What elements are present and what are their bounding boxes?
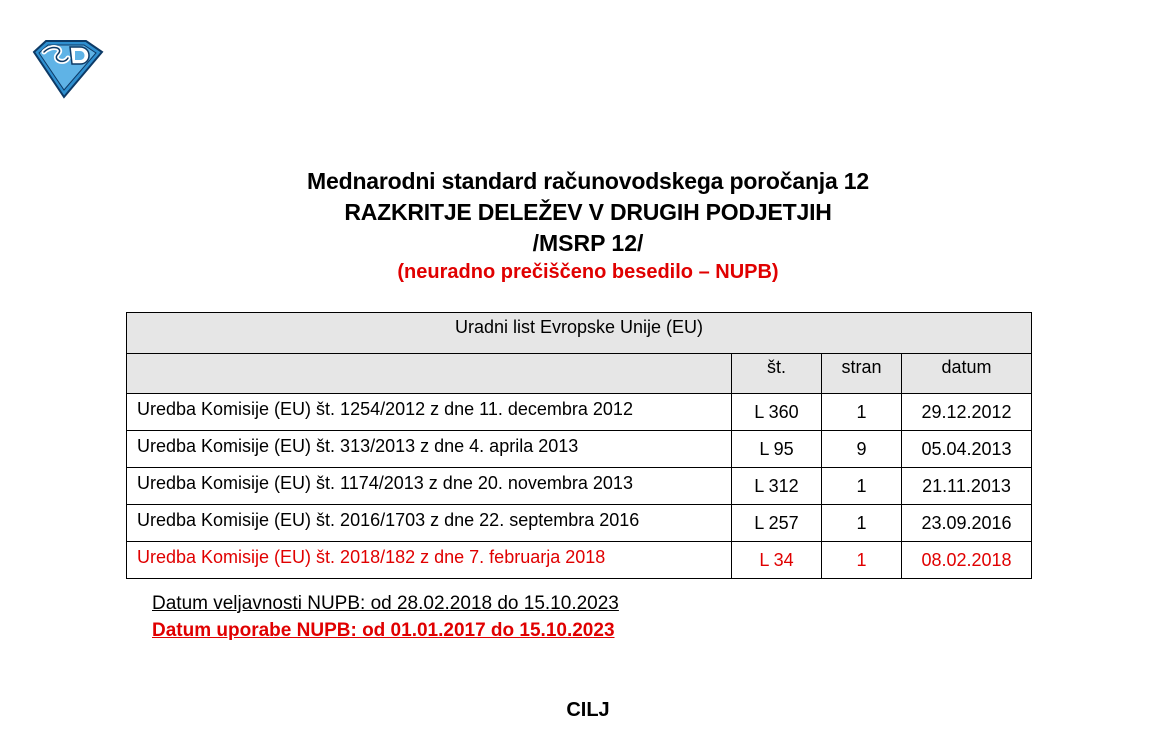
section-heading-cilj: CILJ	[566, 699, 610, 721]
table-row	[127, 431, 1032, 468]
column-header-regulation	[127, 354, 732, 394]
page-cell: 1	[822, 505, 902, 542]
usage-date-line: Datum uporabe NUPB: od 01.01.2017 do 15.10.2023	[152, 620, 615, 641]
table-row-latest-amendment	[127, 542, 1032, 579]
validity-date-line: Datum veljavnosti NUPB: od 28.02.2018 do 15.10.2023	[152, 593, 619, 614]
regulation-cell: Uredba Komisije (EU) št. 1174/2013 z dne 20. novembra 2013	[127, 465, 732, 502]
number-cell: L 34	[732, 542, 822, 579]
date-cell: 05.04.2013	[902, 431, 1032, 468]
date-cell: 29.12.2012	[902, 394, 1032, 431]
table-header-row	[127, 354, 1032, 394]
date-cell: 08.02.2018	[902, 542, 1032, 579]
number-cell: L 95	[732, 431, 822, 468]
column-header-date: datum	[902, 354, 1032, 394]
column-header-number: št.	[732, 354, 822, 394]
column-header-page: stran	[822, 354, 902, 394]
official-journal-table	[126, 312, 1032, 579]
standard-code: /MSRP 12/	[532, 230, 644, 256]
table-row	[127, 394, 1032, 431]
table-caption-row	[127, 313, 1032, 354]
page-cell: 1	[822, 468, 902, 505]
page-cell: 1	[822, 394, 902, 431]
table-caption: Uradni list Evropske Unije (EU)	[127, 313, 1032, 354]
date-cell: 23.09.2016	[902, 505, 1032, 542]
date-cell: 21.11.2013	[902, 468, 1032, 505]
regulation-cell: Uredba Komisije (EU) št. 2018/182 z dne 7. februarja 2018	[127, 539, 732, 576]
table-row	[127, 468, 1032, 505]
page-cell: 9	[822, 431, 902, 468]
number-cell: L 312	[732, 468, 822, 505]
page-cell: 1	[822, 542, 902, 579]
table-row	[127, 505, 1032, 542]
document-title-caps: RAZKRITJE DELEŽEV V DRUGIH PODJETJIH	[344, 199, 832, 225]
regulation-cell: Uredba Komisije (EU) št. 313/2013 z dne 4. aprila 2013	[127, 428, 732, 465]
regulation-cell: Uredba Komisije (EU) št. 1254/2012 z dne 11. decembra 2012	[127, 391, 732, 428]
document-subtitle: (neuradno prečiščeno besedilo – NUPB)	[397, 261, 779, 283]
number-cell: L 360	[732, 394, 822, 431]
number-cell: L 257	[732, 505, 822, 542]
regulation-cell: Uredba Komisije (EU) št. 2016/1703 z dne 22. septembra 2016	[127, 502, 732, 539]
document-title: Mednarodni standard računovodskega poročanja 12	[307, 168, 869, 194]
sd-diamond-logo-icon	[30, 38, 106, 100]
